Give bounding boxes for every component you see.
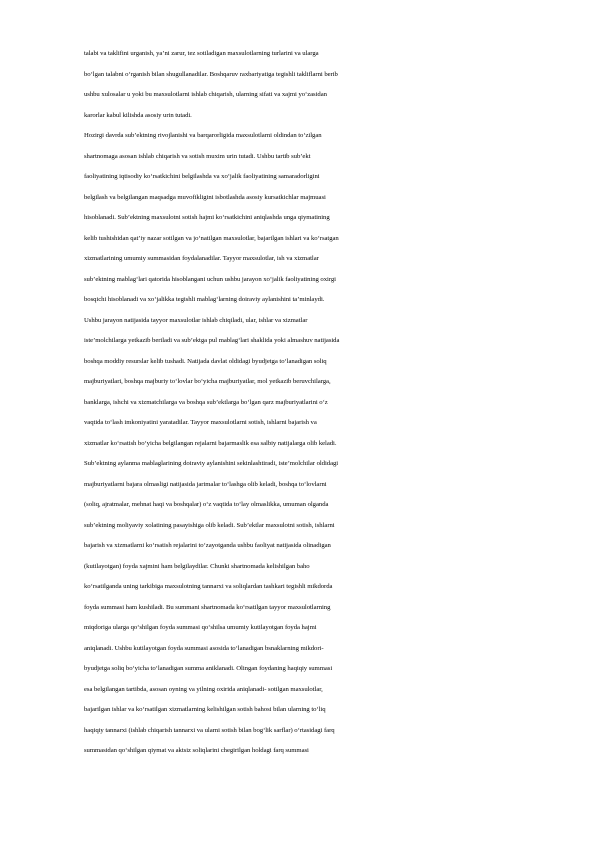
text-line: belgilash va belgilangan maqsadga muvofikligini isbotlashda asosiy kursatkichlar majmuasi [84,193,326,201]
text-line: Hozirgi davrda sub’ektning rivojlanishi va barqarorligida maxsulotlarni oldindan to‘zilgan [84,132,322,139]
text-line: haqiqiy tannarxi (ishlab chiqarish tannarxi va ularni sotish bilan bog‘lik sarflar) o‘rtasidagi farq [84,726,335,734]
text-line: hisoblanadi. Sub’ektning maxsulotni sotish hajmi ko‘rsatkichini aniqlashda unga qiymatining [84,214,330,221]
text-line: majburiyatlarni bajara olmasligi natijasida jarimalar to‘lashga olib keladi, boshqa to‘lovlarni [84,480,327,488]
text-line: bo‘lgan talabni o‘rganish bilan shugullanadilar. Boshqaruv raxbariyatiga tegishli takliflarni berib [84,70,338,78]
text-line: karorlar kabul kilishda asosiy urin tutadi. [84,111,192,119]
text-line: xizmatlarining umumiy summasidan foydalanadilar. Tayyor maxsulotlar, ish va xizmatlar [84,255,319,262]
text-line: summasidan qo‘shilgan qiymat va aktsiz soliqlarini chegirilgan holdagi farq summasi [84,747,309,754]
text-line: talabi va taklifini urganish, ya’ni zarur, tez sotiladigan maxsulotlarning turlarini va ularga [84,50,319,57]
text-line: kelib tushishidan qat’iy nazar sotilgan va jo‘natilgan maxsulotlar, bajarilgan ishlari va ko‘rsatgan [84,234,339,242]
text-line: sub’ektning moliyaviy xolatining pasayishiga olib keladi. Sub’ektlar maxsulotni sotish, ishlarni [84,521,335,529]
text-line: faoliyatining iqtisodiy ko‘rsatkichini belgilashda va xo‘jalik faoliyatining samaradorligini [84,173,320,180]
text-line: bajarish va xizmatlarni ko‘rsatish rejalarini to‘zayotganda ushbu faoliyat natijasida olinadigan [84,542,331,549]
text-line: esa belgilangan tartibda, asosan oyning va yilning oxirida aniqlanadi- sotilgan maxsulotlar, [84,685,323,693]
text-line: ushbu xulosalar u yoki bu maxsulotlarni ishlab chiqarish, ularning sifati va xajmi yo‘zasidan [84,91,327,98]
text-line: vaqtida to‘lash imkoniyatini yaratadilar. Tayyor maxsulotlarni sotish, ishlarni bajarish va [84,419,317,426]
text-line: miqdoriga ularga qo‘shilgan foyda summasi qo‘shilsa umumiy kutilayotgan foyda hajmi [84,624,317,631]
text-line: bosqichi hisoblanadi va xo‘jalikka tegishli mablag‘larning doiraviy aylanishini ta’minlaydi. [84,296,325,303]
text-line: ko‘rsatilganda uning tarkibiga maxsulotning tannarxi va soliqlardan tashkari tegishli mikdorda [84,583,333,590]
text-line: sub’ektning mablag‘lari qatorida hisoblangani uchun ushbu jarayon xo‘jalik faoliyatining oxirgi [84,275,336,283]
text-line: xizmatlar ko‘rsatish bo‘yicha belgilangan rejalarni bajarmaslik esa salbiy natijalarga olib keladi. [84,439,337,447]
text-line: bajarilgan ishlar va ko‘rsatilgan xizmatlarning kelishilgan sotish bahosi bilan ularning to‘liq [84,706,326,713]
body-text [84,44,595,762]
text-line: aniqlanadi. Ushbu kutilayotgan foyda summasi asosida to‘lanadigan bsnaklarning mikdori- [84,644,324,652]
text-line: iste’molchilarga yetkazib beriladi va sub’ektga pul mablag‘lari shaklida yoki almashuv natijasida [84,337,340,344]
text-line: shartnomaga asosan ishlab chiqarish va sotish muxim urin tutadi. Ushbu tartib sub’ekt [84,152,311,160]
text-line: (kutilayotgan) foyda xajmini ham belgilaydilar. Chunki shartnomada kelishilgan baho [84,562,310,570]
text-line: Ushbu jarayon natijasida tayyor maxsulotlar ishlab chiqiladi, ular, ishlar va xizmatlar [84,316,308,324]
text-line: banklarga, ishchi va xizmatchilarga va boshqa sub’ektlarga bo‘lgan qarz majburiyatlarini o‘z [84,398,328,406]
text-line: (soliq, ajratmalar, mehnat haqi va boshqalar) o‘z vaqtida to‘lay olmaslikka, umuman olganda [84,501,329,508]
text-line: byudjetga soliq bo‘yicha to‘lanadigan summa aniklanadi. Olingan foydaning haqiqiy summasi [84,665,333,672]
text-line: boshqa moddiy resurslar kelib tushadi. Natijada davlat oldidagi byudjetga to‘lanadigan soliq [84,357,327,365]
text-line: Sub’ektning aylanma mablaglarining doiraviy aylanishini sekinlashtiradi, iste’molchilar oldidagi [84,460,339,467]
text-line: foyda summasi ham kushiladi. Bu summani shartnomada ko‘rsatilgan tayyor maxsulotlarning [84,603,331,611]
text-line: majburiyatlari, boshqa majburiy to‘lovlar bo‘yicha majburiyatlar, mol yetkazib beruvchilarga, [84,378,331,385]
